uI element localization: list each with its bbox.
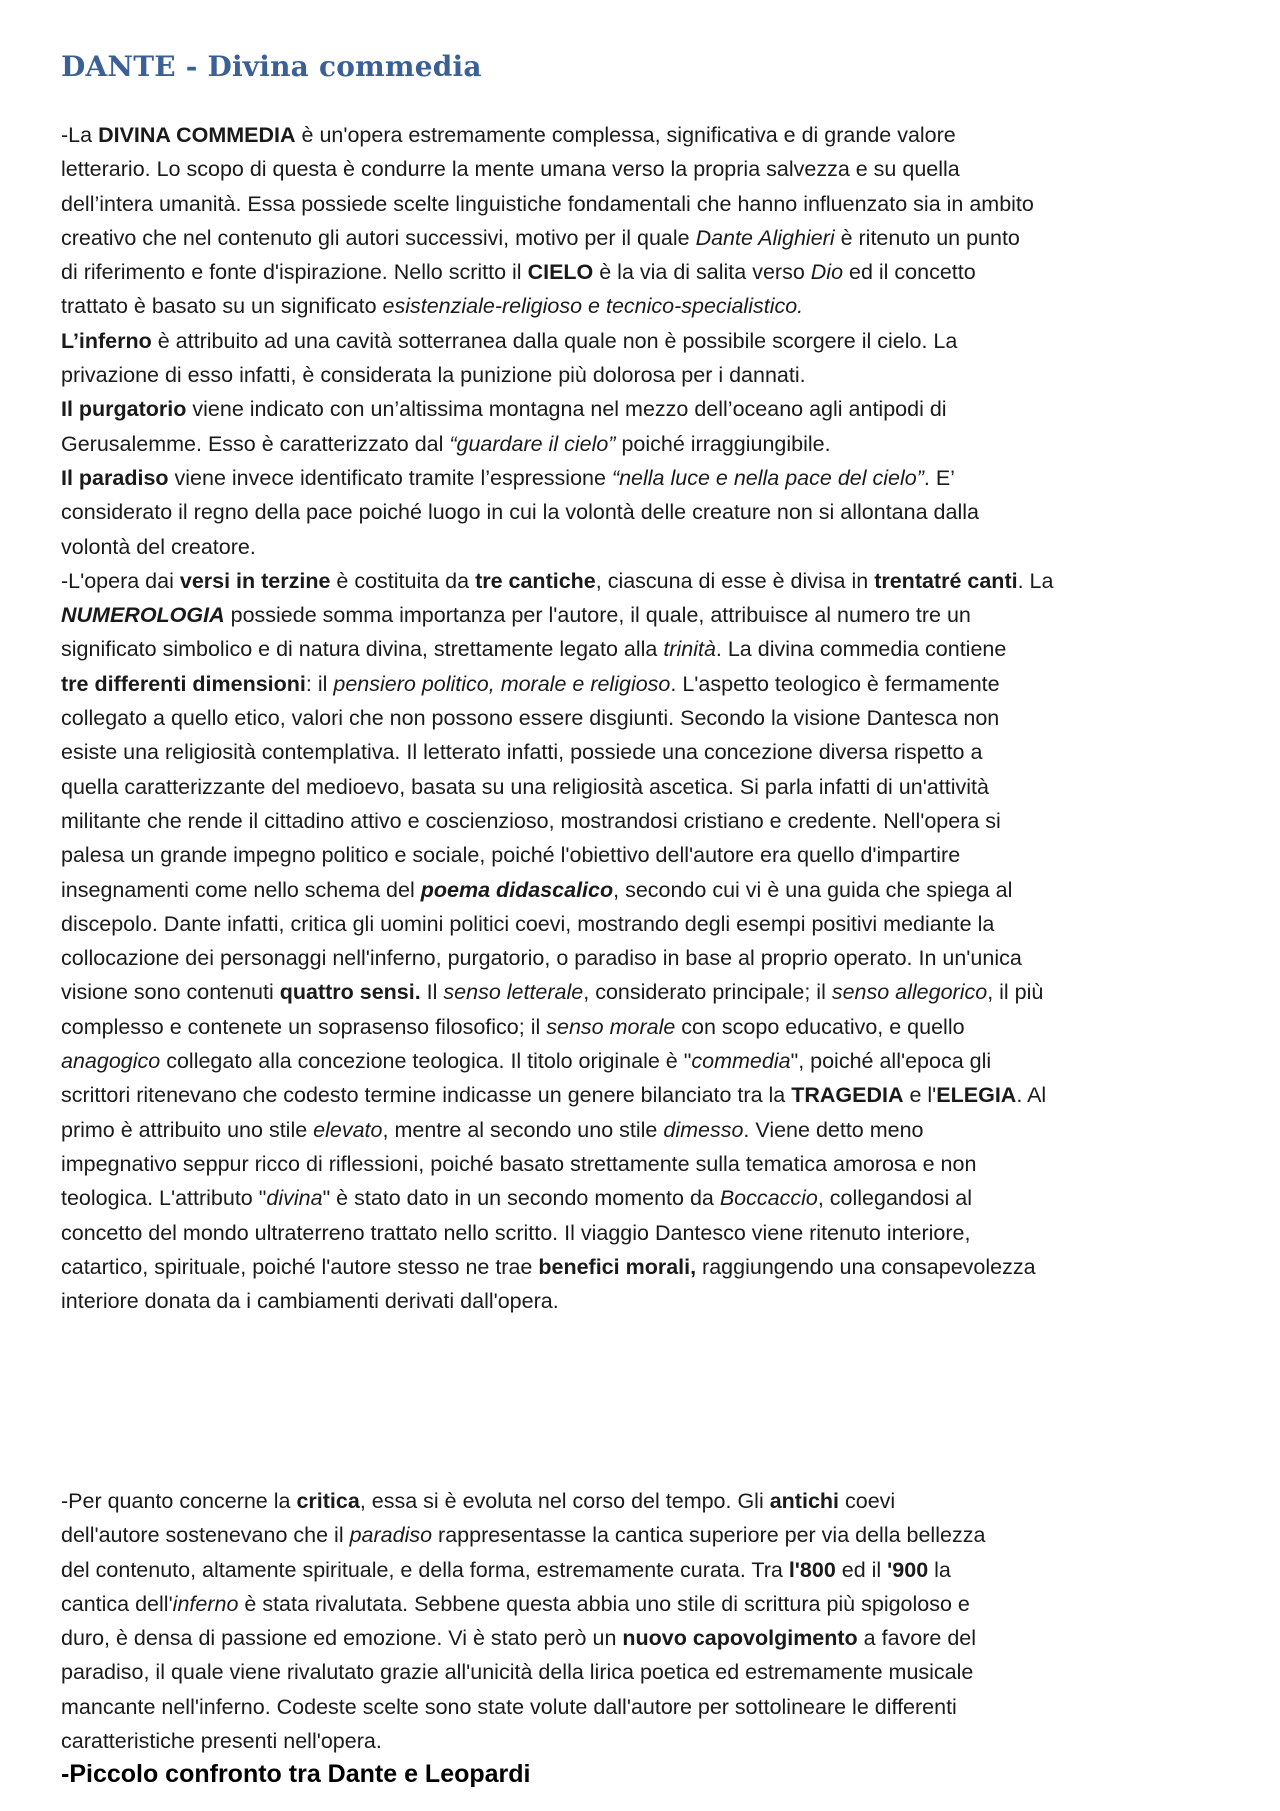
text-run: Il [420,980,444,1005]
styled-text-run: tre cantiche [475,568,596,593]
text-run: mancante nell'inferno. Codeste scelte sono state volute dall'autore per sottolineare le differenti [61,1694,957,1719]
text-run: ed il concetto [843,260,976,285]
text-run: scrittori ritenevano che codesto termine indicasse un genere bilanciato tra la [61,1083,792,1108]
text-run: viene invece identificato tramite l’espressione [168,465,612,490]
styled-text-run: TRAGEDIA [791,1083,904,1108]
styled-text-run: l'800 [788,1557,836,1582]
text-run: caratteristiche presenti nell'opera. [61,1729,382,1754]
text-run: visione sono contenuti [61,980,280,1005]
text-run: insegnamenti come nello schema del [61,877,421,902]
styled-text-run: trinità [663,637,716,662]
styled-text-run: “guardare il cielo” [449,431,616,456]
text-run: duro, è densa di passione ed emozione. Vi è stato però un [61,1626,623,1651]
text-line [61,1724,1241,1758]
styled-text-run: benefici morali, [538,1254,697,1279]
text-line [61,598,1241,632]
text-line [61,907,1241,941]
text-run: . Viene detto meno [743,1117,924,1142]
text-line [61,1518,1241,1552]
text-run: primo è attribuito uno stile [61,1117,314,1142]
text-run: e l' [903,1083,937,1108]
text-run: raggiungendo una consapevolezza [696,1254,1036,1279]
document-title: DANTE - Divina commedia [61,50,482,83]
paragraph-critica [61,1484,1241,1758]
text-run: significato simbolico e di natura divina, strettamente legato alla [61,637,664,662]
text-run: è attribuito ad una cavità sotterranea dalla quale non è possibile scorgere il cielo. La [151,328,958,353]
text-line [61,1621,1241,1655]
text-run: ed il [835,1557,888,1582]
text-line [61,941,1241,975]
styled-text-run: poema didascalico [420,877,614,902]
styled-text-run: ELEGIA [936,1083,1017,1108]
text-line [61,632,1241,666]
text-run: è stata rivalutata. Sebbene questa abbia uno stile di scrittura più spigoloso e [238,1591,970,1616]
text-line [61,1284,1241,1318]
styled-text-run: versi in terzine [179,568,331,593]
styled-text-run: DIVINA COMMEDIA [98,123,296,147]
text-line [61,1147,1241,1181]
styled-text-run: Dio [810,260,844,285]
text-run: impegnativo seppur ricco di riflessioni, poiché basato strettamente sulla tematica amorosa e non [61,1151,977,1176]
text-run: poiché irraggiungibile. [615,431,831,456]
text-run: dell'autore sostenevano che il [61,1523,350,1548]
text-line [61,838,1241,872]
styled-text-run: CIELO [527,260,594,285]
text-run: complesso e contenete un soprasenso filosofico; il [61,1014,547,1039]
text-run: . Al [1016,1083,1047,1108]
text-run: considerato il regno della pace poiché luogo in cui la volontà delle creature non si allontana dalla [61,500,979,525]
text-run: militante che rende il cittadino attivo e coscienzioso, mostrandosi cristiano e credente. Nell'opera si [61,808,1001,833]
text-run: Gerusalemme. Esso è caratterizzato dal [61,431,450,456]
text-run: letterario. Lo scopo di questa è condurre la mente umana verso la propria salvezza e su quella [61,157,960,182]
text-line [61,1044,1241,1078]
text-run: . E’ [923,465,955,490]
text-run: catartico, spirituale, poiché l'autore stesso ne trae [61,1254,539,1279]
styled-text-run: L’inferno [61,328,152,353]
text-line [61,804,1241,838]
styled-text-run: senso letterale [443,980,584,1005]
text-run: è un'opera estremamente complessa, significativa e di grande valore [295,123,956,147]
text-run: collegato alla concezione teologica. Il titolo originale è " [160,1049,692,1074]
text-line [61,221,1241,255]
text-run: coevi [839,1489,896,1513]
text-line [61,873,1241,907]
text-run: , collegandosi al [817,1186,973,1211]
styled-text-run: nuovo capovolgimento [622,1626,858,1651]
text-line [61,735,1241,769]
text-line [61,461,1241,495]
text-run: , secondo cui vi è una guida che spiega al [613,877,1013,902]
styled-text-run: anagogico [61,1049,161,1074]
text-run: . La [1017,568,1054,593]
styled-text-run: antichi [769,1489,840,1513]
text-line [61,1655,1241,1689]
text-run: collegato a quello etico, valori che non possono essere disgiunti. Secondo la visione Dantesca non [61,706,1000,731]
text-run: -Per quanto concerne la [61,1489,297,1513]
text-run: quella caratterizzante del medioevo, basata su una religiosità ascetica. Si parla infatti di un'attività [61,774,989,799]
text-line [61,427,1241,461]
styled-text-run: critica [296,1489,360,1513]
text-run: viene indicato con un’altissima montagna nel mezzo dell’oceano agli antipodi di [186,397,947,422]
text-run: -L'opera dai [61,568,180,593]
styled-text-run: elevato [313,1117,383,1142]
text-run: teologica. L'attributo " [61,1186,267,1211]
text-run: ", poiché all'epoca gli [790,1049,992,1074]
styled-text-run: quattro sensi. [279,980,421,1005]
text-line [61,152,1241,186]
styled-text-run: divina [266,1186,323,1211]
text-run: è la via di salita verso [593,260,811,285]
text-line [61,530,1241,564]
styled-text-run: commedia [691,1049,791,1074]
styled-text-run: paradiso [349,1523,433,1548]
text-run: volontà del creatore. [61,534,256,559]
styled-text-run: senso allegorico [831,980,988,1005]
text-line [61,495,1241,529]
styled-text-run: inferno [172,1591,239,1616]
styled-text-run: Dante Alighieri [695,225,835,250]
text-run: esiste una religiosità contemplativa. Il letterato infatti, possiede una concezione diversa rispetto a [61,740,983,765]
text-line [61,1484,1241,1518]
text-run: creativo che nel contenuto gli autori successivi, motivo per il quale [61,225,696,250]
text-line [61,1587,1241,1621]
text-run: cantica dell' [61,1591,173,1616]
text-line [61,667,1241,701]
text-line [61,255,1241,289]
text-line [61,1250,1241,1284]
text-run: , il più [987,980,1044,1005]
text-run: . La divina commedia contiene [715,637,1007,662]
text-line [61,1181,1241,1215]
text-run: possiede somma importanza per l'autore, il quale, attribuisce al numero tre un [224,603,971,628]
text-line [61,770,1241,804]
text-run: , considerato principale; il [583,980,832,1005]
styled-text-run: esistenziale-religioso e tecnico-specialistico. [382,294,804,319]
text-line [61,1553,1241,1587]
text-line [61,324,1241,358]
text-run: di riferimento e fonte d'ispirazione. Nello scritto il [61,260,528,285]
styled-text-run: NUMEROLOGIA [61,603,225,628]
text-line [61,187,1241,221]
text-run: dell’intera umanità. Essa possiede scelte linguistiche fondamentali che hanno influenzato sia in ambito [61,191,1034,216]
text-line [61,1078,1241,1112]
text-run: concetto del mondo ultraterreno trattato nello scritto. Il viaggio Dantesco viene ritenuto interiore, [61,1220,971,1245]
section-heading-confronto: -Piccolo confronto tra Dante e Leopardi [61,1760,531,1788]
text-line [61,118,1241,152]
styled-text-run: '900 [887,1557,929,1582]
text-line [61,1216,1241,1250]
styled-text-run: pensiero politico, morale e religioso [333,671,671,696]
text-run: palesa un grande impegno politico e sociale, poiché l'obiettivo dell'autore era quello d'impartire [61,843,961,868]
styled-text-run: senso morale [546,1014,676,1039]
text-run: trattato è basato su un significato [61,294,383,319]
text-run: -La [61,123,99,147]
text-run: la [928,1557,951,1582]
text-run: paradiso, il quale viene rivalutato grazie all'unicità della lirica poetica ed estremamente musicale [61,1660,974,1685]
text-run: " è stato dato in un secondo momento da [322,1186,720,1211]
text-run: . L'aspetto teologico è fermamente [670,671,1000,696]
text-run: : il [305,671,334,696]
text-run: collocazione dei personaggi nell'inferno, purgatorio, o paradiso in base al proprio operato. In un'unica [61,946,1022,971]
text-run: , mentre al secondo uno stile [382,1117,664,1142]
styled-text-run: tre differenti dimensioni [61,671,306,696]
text-run: con scopo educativo, e quello [675,1014,965,1039]
text-line [61,289,1241,323]
text-line [61,392,1241,426]
text-run: , ciascuna di esse è divisa in [595,568,875,593]
styled-text-run: Il purgatorio [61,397,187,422]
text-run: discepolo. Dante infatti, critica gli uomini politici coevi, mostrando degli esempi positivi mediante la [61,911,995,936]
text-run: è ritenuto un punto [834,225,1020,250]
text-line [61,358,1241,392]
text-run: è costituita da [330,568,476,593]
styled-text-run: Il paradiso [61,465,169,490]
text-line [61,1010,1241,1044]
text-run: , essa si è evoluta nel corso del tempo. Gli [359,1489,770,1513]
text-line [61,1690,1241,1724]
text-line [61,975,1241,1009]
text-line [61,701,1241,735]
text-run: interiore donata da i cambiamenti derivati dall'opera. [61,1289,559,1314]
styled-text-run: Boccaccio [719,1186,818,1211]
styled-text-run: trentatré canti [874,568,1018,593]
text-run: rappresentasse la cantica superiore per via della bellezza [432,1523,986,1548]
text-run: del contenuto, altamente spirituale, e della forma, estremamente curata. Tra [61,1557,789,1582]
text-run: privazione di esso infatti, è considerata la punizione più dolorosa per i dannati. [61,363,806,388]
text-line [61,1113,1241,1147]
text-run: a favore del [857,1626,977,1651]
styled-text-run: dimesso [663,1117,744,1142]
text-line [61,564,1241,598]
paragraph-divina-commedia [61,118,1241,1318]
styled-text-run: “nella luce e nella pace del cielo” [611,465,924,490]
